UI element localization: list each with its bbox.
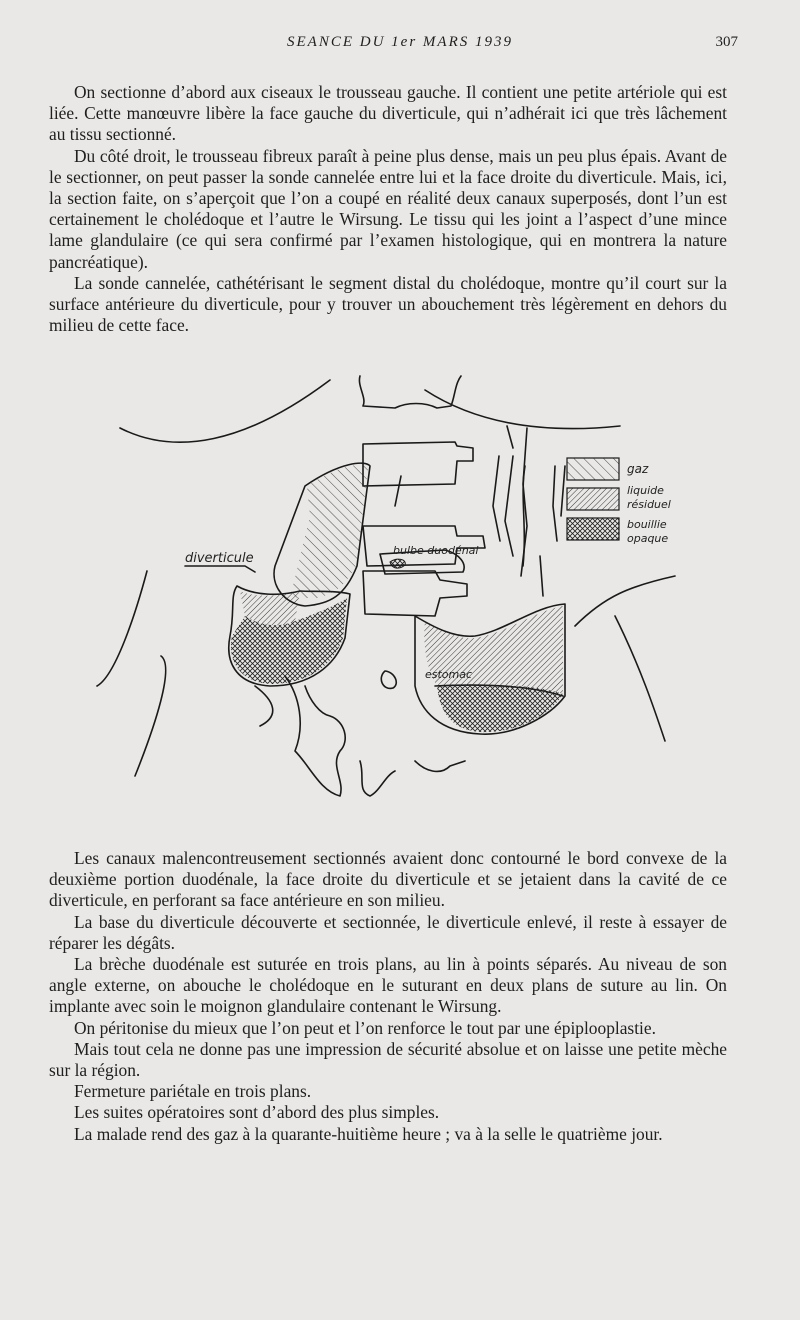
legend-label-residuel: résiduel bbox=[627, 498, 671, 511]
paragraph: Mais tout cela ne donne pas une impression de sécurité absolue et on laisse une petite mèche sur la région. bbox=[49, 1038, 727, 1081]
paragraph: Les suites opératoires sont d’abord des plus simples. bbox=[74, 1102, 440, 1123]
text-block-top bbox=[49, 82, 727, 336]
paragraph: Fermeture pariétale en trois plans. bbox=[74, 1081, 312, 1102]
page-header bbox=[0, 34, 800, 58]
legend-swatch-gaz bbox=[567, 458, 619, 480]
radiograph-drawing bbox=[95, 366, 695, 826]
paragraph: La malade rend des gaz à la quarante-huitième heure ; va à la selle le quatrième jour. bbox=[74, 1123, 663, 1144]
text-block-bottom bbox=[49, 848, 727, 1145]
paragraph: On péritonise du mieux que l’on peut et l’on renforce le tout par une épiplooplastie. bbox=[74, 1017, 656, 1038]
paragraph: Les canaux malencontreusement sectionnés avaient donc contourné le bord convexe de la deuxième portion duodénale, la face droite du diverticule et se jetaient dans la cavité de ce diverticule, en perforant sa face antérieure en son milieu. bbox=[49, 848, 727, 911]
estomac-label: estomac bbox=[425, 668, 473, 681]
legend-label-bouillie: bouillie bbox=[627, 518, 667, 531]
legend-label-opaque: opaque bbox=[627, 532, 669, 545]
legend-swatch-bouillie bbox=[567, 518, 619, 540]
paragraph: La brèche duodénale est suturée en trois plans, au lin à points séparés. Au niveau de son angle externe, on abouche le cholédoque en le suturant en deux plans de suture au lin. On implante avec soin le moignon glandulaire contenant le Wirsung. bbox=[49, 954, 727, 1017]
legend-label-liquide: liquide bbox=[627, 484, 664, 497]
paragraph: Du côté droit, le trousseau fibreux paraît à peine plus dense, mais un peu plus épais. Avant de le sectionner, on peut passer la sonde cannelée entre lui et la face droite du diverticule. Mais, ici, la section faite, on s’aperçoit que l’on a coupé en réalité deux canaux superposés, dont l’un est certainement le cholédoque et l’autre le Wirsung. Le tissu qui les joint a l’aspect d’une mince lame glandulaire (ce qui sera confirmé par l’examen histologique, qui en montrera la nature pancréatique). bbox=[49, 145, 727, 272]
page-number: 307 bbox=[715, 34, 738, 50]
paragraph: La base du diverticule découverte et sectionnée, le diverticule enlevé, il reste à essayer de réparer les dégâts. bbox=[49, 911, 727, 953]
paragraph: On sectionne d’abord aux ciseaux le trousseau gauche. Il contient une petite artériole qui est liée. Cette manœuvre libère la face gauche du diverticule, qui n’adhérait ici que très lâchement au tissu sectionné. bbox=[49, 82, 727, 145]
diverticule-label: diverticule bbox=[185, 551, 254, 566]
figure-legend bbox=[567, 458, 671, 545]
legend-swatch-liquide bbox=[567, 488, 619, 510]
paragraph: La sonde cannelée, cathétérisant le segment distal du cholédoque, montre qu’il court sur la surface antérieure du diverticule, pour y trouver un abouchement très légèrement en dehors du milieu de cette face. bbox=[49, 272, 727, 336]
legend-label-gaz: gaz bbox=[627, 462, 649, 476]
bulbe-label: bulbe duodénal bbox=[393, 544, 479, 557]
running-title: SEANCE DU 1er MARS 1939 bbox=[287, 34, 513, 50]
